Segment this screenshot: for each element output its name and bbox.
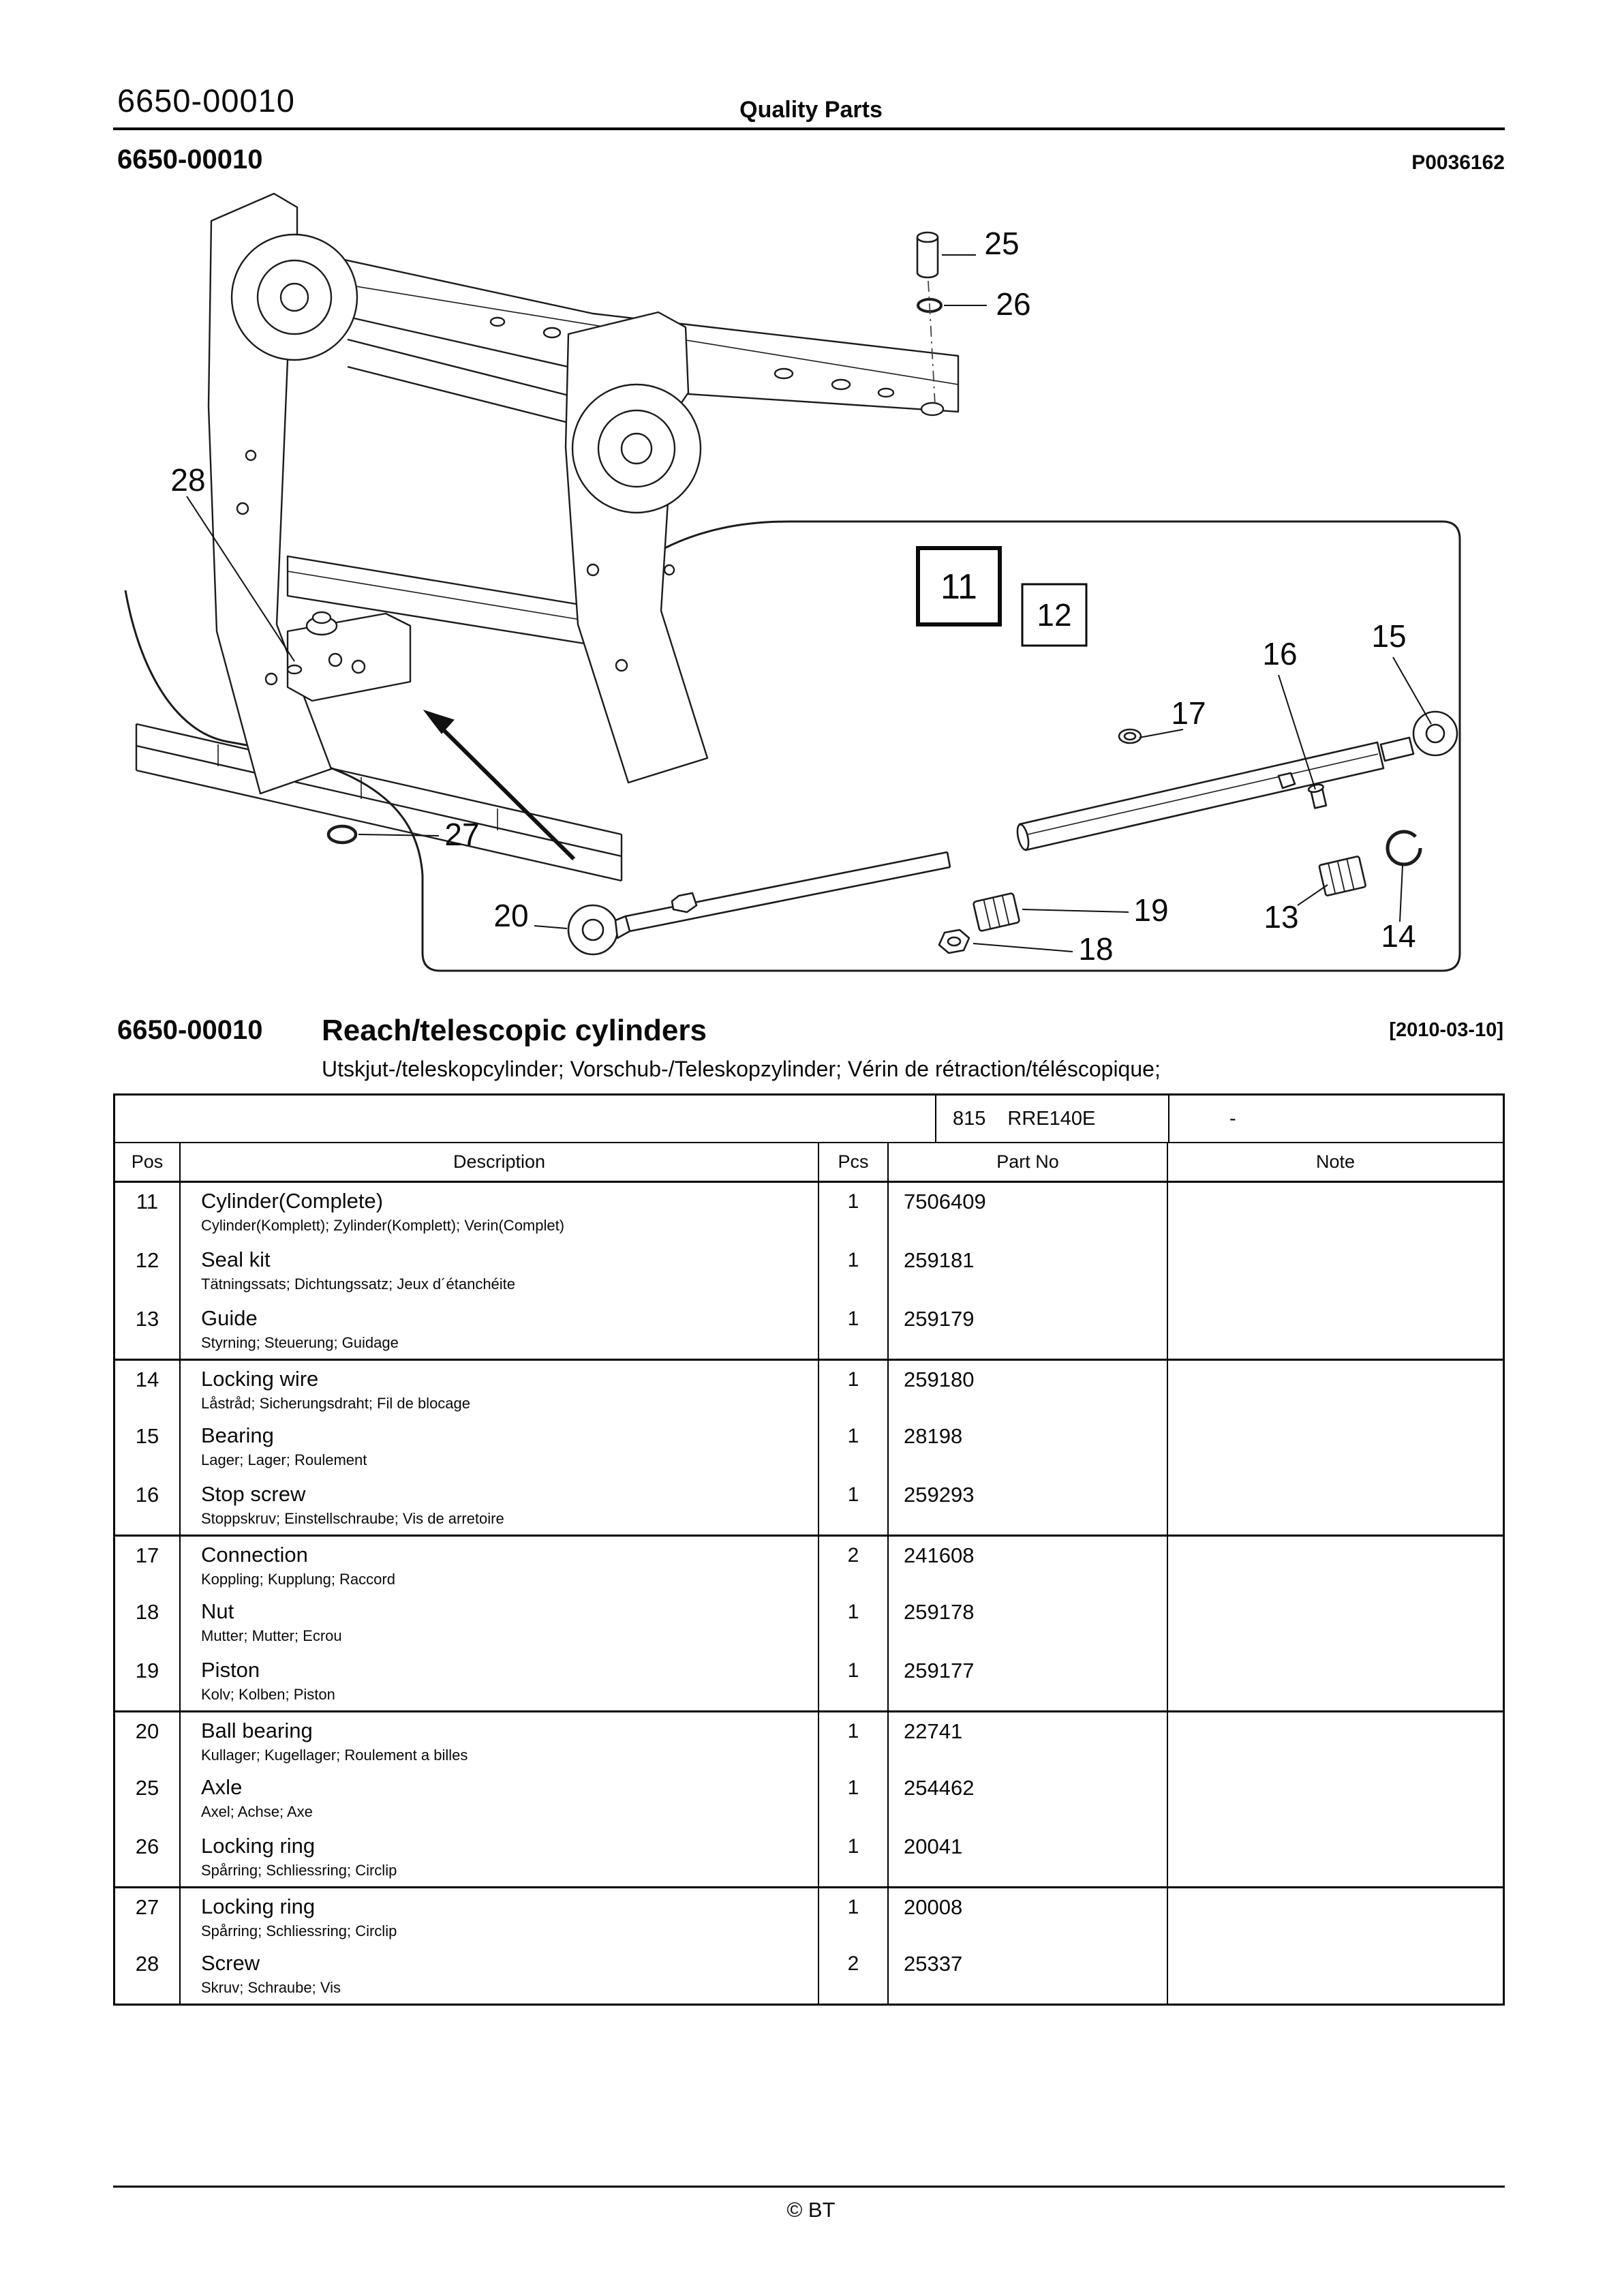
- row-note: [1168, 1417, 1503, 1476]
- label-26: 26: [996, 286, 1031, 322]
- table-row: [115, 1300, 1503, 1359]
- section-title: Reach/telescopic cylinders: [322, 1014, 707, 1047]
- header-rule: [113, 127, 1505, 130]
- label-13: 13: [1264, 899, 1299, 935]
- model-header-row: [115, 1096, 1503, 1143]
- row-part-no: 254462: [889, 1769, 1168, 1828]
- section-subtitle: Utskjut-/teleskopcylinder; Vorschub-/Teleskopzylinder; Vérin de rétraction/téléscopique;: [322, 1057, 1161, 1081]
- row-note: [1168, 1712, 1503, 1769]
- row-part-no: 20041: [889, 1828, 1168, 1886]
- row-description-translations: Kolv; Kolben; Piston: [201, 1686, 335, 1703]
- row-note: [1168, 1361, 1503, 1417]
- row-description-translations: Låstråd; Sicherungsdraht; Fil de blocage: [201, 1395, 471, 1412]
- row-pcs: 1: [819, 1769, 889, 1828]
- label-18: 18: [1078, 931, 1114, 967]
- row-part-no: 259180: [889, 1361, 1168, 1417]
- figure-doc-number: 6650-00010: [117, 145, 263, 175]
- row-pcs: 1: [819, 1476, 889, 1535]
- row-note: [1168, 1241, 1503, 1300]
- row-pcs: 2: [819, 1537, 889, 1593]
- row-pos: 14: [115, 1361, 181, 1417]
- row-pcs: 1: [819, 1828, 889, 1886]
- table-row: [115, 1535, 1503, 1593]
- label-11: 11: [940, 567, 977, 607]
- label-16: 16: [1262, 636, 1298, 671]
- row-description: Stop screw: [201, 1482, 306, 1506]
- exploded-view-drawing: [116, 188, 1506, 993]
- row-description: Connection: [201, 1543, 308, 1567]
- serial-cell: -: [1229, 1107, 1236, 1130]
- row-description-translations: Styrning; Steuerung; Guidage: [201, 1334, 399, 1351]
- column-header-row: [115, 1143, 1503, 1183]
- row-description: Piston: [201, 1658, 260, 1682]
- row-description: Guide: [201, 1306, 258, 1330]
- table-row: [115, 1241, 1503, 1300]
- col-pos: Pos: [115, 1143, 181, 1181]
- row-note: [1168, 1888, 1503, 1945]
- row-pos: 25: [115, 1769, 181, 1828]
- row-part-no: 28198: [889, 1417, 1168, 1476]
- section-date: [2010-03-10]: [1389, 1019, 1503, 1041]
- row-note: [1168, 1769, 1503, 1828]
- row-note: [1168, 1537, 1503, 1593]
- label-28: 28: [170, 462, 206, 498]
- row-pcs: 2: [819, 1945, 889, 2004]
- row-part-no: 25337: [889, 1945, 1168, 2004]
- row-note: [1168, 1300, 1503, 1359]
- row-description-translations: Skruv; Schraube; Vis: [201, 1979, 341, 1996]
- model-blank-cell: [115, 1096, 936, 1142]
- table-row: [115, 1593, 1503, 1652]
- row-pcs: 1: [819, 1361, 889, 1417]
- model-cell: [936, 1096, 1169, 1142]
- label-19: 19: [1133, 892, 1169, 928]
- row-note: [1168, 1652, 1503, 1710]
- row-part-no: 241608: [889, 1537, 1168, 1593]
- row-pcs: 1: [819, 1300, 889, 1359]
- row-part-no: 20008: [889, 1888, 1168, 1945]
- row-description-translations: Stoppskruv; Einstellschraube; Vis de arretoire: [201, 1510, 504, 1527]
- row-pcs: 1: [819, 1417, 889, 1476]
- locking-ring-27-part: [328, 826, 356, 843]
- row-pos: 28: [115, 1945, 181, 2004]
- row-description-translations: Mutter; Mutter; Ecrou: [201, 1627, 342, 1644]
- parts-diagram: [116, 188, 1506, 993]
- row-note: [1168, 1945, 1503, 2004]
- row-part-no: 7506409: [889, 1183, 1168, 1241]
- col-note: Note: [1315, 1151, 1356, 1172]
- label-20: 20: [493, 898, 529, 933]
- row-part-no: 259178: [889, 1593, 1168, 1652]
- parts-table: [113, 1093, 1505, 2006]
- quality-parts-header: Quality Parts: [739, 97, 883, 123]
- row-note: [1168, 1828, 1503, 1886]
- row-pos: 12: [115, 1241, 181, 1300]
- row-pcs: 1: [819, 1241, 889, 1300]
- row-description: Locking ring: [201, 1834, 316, 1858]
- col-part-no: Part No: [889, 1143, 1168, 1181]
- axle-pin-25-part: [917, 232, 938, 277]
- carriage-frame: [136, 194, 958, 881]
- row-description: Cylinder(Complete): [201, 1189, 384, 1213]
- label-12: 12: [1037, 597, 1072, 633]
- row-note: [1168, 1476, 1503, 1535]
- row-description: Nut: [201, 1599, 234, 1623]
- col-description: Description: [181, 1143, 819, 1181]
- row-description: Bearing: [201, 1423, 274, 1447]
- row-pos: 20: [115, 1712, 181, 1769]
- model-name: RRE140E: [1007, 1107, 1096, 1130]
- row-part-no: 259177: [889, 1652, 1168, 1710]
- row-part-no: 22741: [889, 1712, 1168, 1769]
- label-17: 17: [1171, 695, 1206, 731]
- row-description-translations: Tätningssats; Dichtungssatz; Jeux d´étanchéite: [201, 1275, 516, 1293]
- row-description-translations: Kullager; Kugellager; Roulement a billes: [201, 1747, 468, 1764]
- label-14: 14: [1381, 918, 1416, 954]
- row-pos: 27: [115, 1888, 181, 1945]
- row-description-translations: Spårring; Schliessring; Circlip: [201, 1862, 397, 1879]
- page-doc-number: 6650-00010: [117, 82, 295, 119]
- row-note: [1168, 1593, 1503, 1652]
- footer-copyright: © BT: [786, 2198, 836, 2222]
- row-description-translations: Cylinder(Komplett); Zylinder(Komplett); Verin(Complet): [201, 1217, 565, 1234]
- label-27: 27: [444, 817, 480, 852]
- footer-rule: [113, 2186, 1505, 2188]
- table-row: [115, 1886, 1503, 1945]
- row-pcs: 1: [819, 1652, 889, 1710]
- row-pcs: 1: [819, 1593, 889, 1652]
- model-type: 815: [953, 1107, 986, 1130]
- row-pcs: 1: [819, 1183, 889, 1241]
- row-part-no: 259293: [889, 1476, 1168, 1535]
- section-heading: [117, 1014, 1505, 1055]
- row-note: [1168, 1183, 1503, 1241]
- table-row: [115, 1828, 1503, 1886]
- row-part-no: 259179: [889, 1300, 1168, 1359]
- row-description-translations: Axel; Achse; Axe: [201, 1803, 313, 1820]
- row-description-translations: Koppling; Kupplung; Raccord: [201, 1571, 395, 1588]
- row-description: Ball bearing: [201, 1719, 313, 1742]
- row-pos: 11: [115, 1183, 181, 1241]
- table-row: [115, 1476, 1503, 1535]
- row-pos: 15: [115, 1417, 181, 1476]
- row-description-translations: Lager; Lager; Roulement: [201, 1451, 367, 1468]
- table-row: [115, 1652, 1503, 1710]
- row-pos: 19: [115, 1652, 181, 1710]
- row-description: Seal kit: [201, 1248, 271, 1271]
- row-description: Locking ring: [201, 1894, 316, 1918]
- table-row: [115, 1710, 1503, 1769]
- row-pcs: 1: [819, 1712, 889, 1769]
- row-pos: 26: [115, 1828, 181, 1886]
- row-pos: 18: [115, 1593, 181, 1652]
- label-25: 25: [984, 226, 1020, 261]
- row-pos: 13: [115, 1300, 181, 1359]
- col-pcs: Pcs: [819, 1143, 889, 1181]
- row-description: Screw: [201, 1951, 260, 1975]
- section-number: 6650-00010: [117, 1015, 263, 1045]
- row-pos: 17: [115, 1537, 181, 1593]
- row-description: Axle: [201, 1775, 243, 1799]
- table-row: [115, 1945, 1503, 2004]
- row-pcs: 1: [819, 1888, 889, 1945]
- label-15: 15: [1371, 618, 1407, 654]
- table-row: [115, 1183, 1503, 1241]
- row-part-no: 259181: [889, 1241, 1168, 1300]
- table-row: [115, 1417, 1503, 1476]
- row-pos: 16: [115, 1476, 181, 1535]
- table-row: [115, 1359, 1503, 1417]
- row-description: Locking wire: [201, 1367, 319, 1391]
- row-description-translations: Spårring; Schliessring; Circlip: [201, 1922, 397, 1939]
- image-reference: P0036162: [1411, 151, 1505, 174]
- table-row: [115, 1769, 1503, 1828]
